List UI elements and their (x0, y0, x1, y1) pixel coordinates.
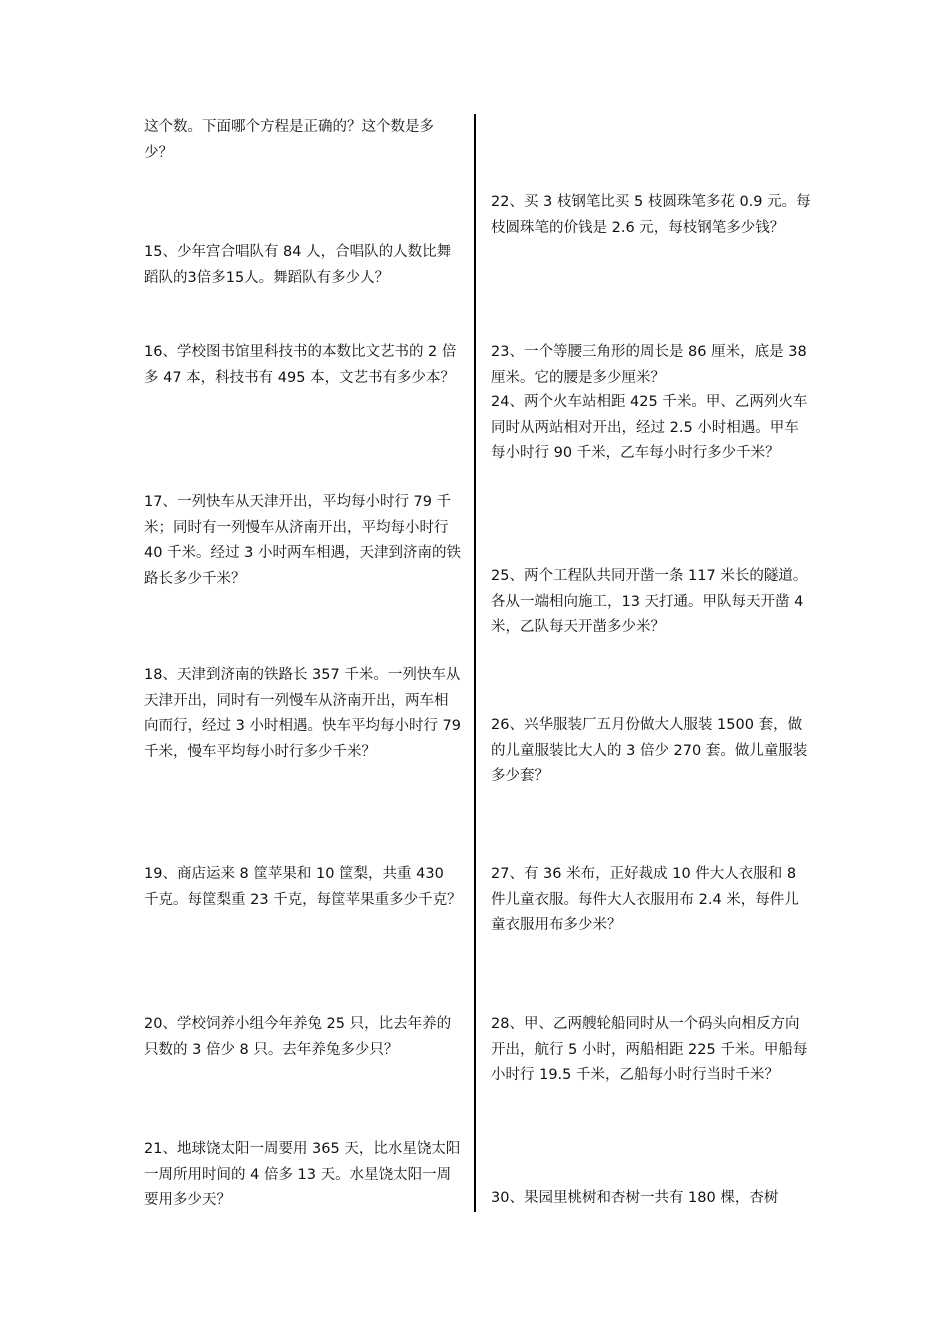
problem-20: 20、学校饲养小组今年养兔 25 只，比去年养的只数的 3 倍少 8 只。去年养兔多少只？ (144, 1016, 452, 1058)
problem-14-continuation: 这个数。下面哪个方程是正确的？这个数是多少？ (144, 119, 434, 161)
problem-26: 26、兴华服装厂五月份做大人服装 1500 套，做的儿童服装比大人的 3 倍少 270 套。做儿童服装多少套？ (491, 717, 808, 784)
problem-25: 25、两个工程队共同开凿一条 117 米长的隧道。各从一端相向施工，13 天打通。甲队每天开凿 4 米，乙队每天开凿多少米？ (491, 568, 808, 635)
problem-15: 15、少年宫合唱队有 84 人，合唱队的人数比舞蹈队的3倍多15人。舞蹈队有多少人？ (144, 244, 452, 286)
problem-24: 24、两个火车站相距 425 千米。甲、乙两列火车同时从两站相对开出，经过 2.5 小时相遇。甲车每小时行 90 千米，乙车每小时行多少千米？ (491, 394, 808, 461)
problem-23: 23、一个等腰三角形的周长是 86 厘米，底是 38 厘米。它的腰是多少厘米？ (491, 344, 807, 386)
problem-19: 19、商店运来 8 筐苹果和 10 筐梨，共重 430 千克。每筐梨重 23 千克，每筐苹果重多少千克？ (144, 866, 462, 908)
problem-27: 27、有 36 米布，正好裁成 10 件大人衣服和 8 件儿童衣服。每件大人衣服用布 2.4 米，每件儿童衣服用布多少米？ (491, 866, 799, 933)
problem-28: 28、甲、乙两艘轮船同时从一个码头向相反方向开出，航行 5 小时，两船相距 225 千米。甲船每小时行 19.5 千米，乙船每小时行当时千米？ (491, 1016, 808, 1083)
problem-17: 17、一列快车从天津开出，平均每小时行 79 千米；同时有一列慢车从济南开出，平均每小时行 40 千米。经过 3 小时两车相遇，天津到济南的铁路长多少千米？ (144, 494, 462, 587)
column-divider (474, 114, 476, 1212)
problem-30: 30、果园里桃树和杏树一共有 180 棵，杏树 (491, 1190, 779, 1206)
problem-18: 18、天津到济南的铁路长 357 千米。一列快车从天津开出，同时有一列慢车从济南开出，两车相向而行，经过 3 小时相遇。快车平均每小时行 79 千米，慢车平均每小时行多少千米？ (144, 667, 462, 760)
problem-21: 21、地球饶太阳一周要用 365 天，比水星饶太阳一周所用时间的 4 倍多 13 天。水星饶太阳一周要用多少天？ (144, 1141, 461, 1208)
problem-22: 22、买 3 枝钢笔比买 5 枝圆珠笔多花 0.9 元。每枝圆珠笔的价钱是 2.6 元，每枝钢笔多少钱？ (491, 194, 811, 236)
problem-16: 16、学校图书馆里科技书的本数比文艺书的 2 倍多 47 本，科技书有 495 本，文艺书有多少本？ (144, 344, 457, 386)
